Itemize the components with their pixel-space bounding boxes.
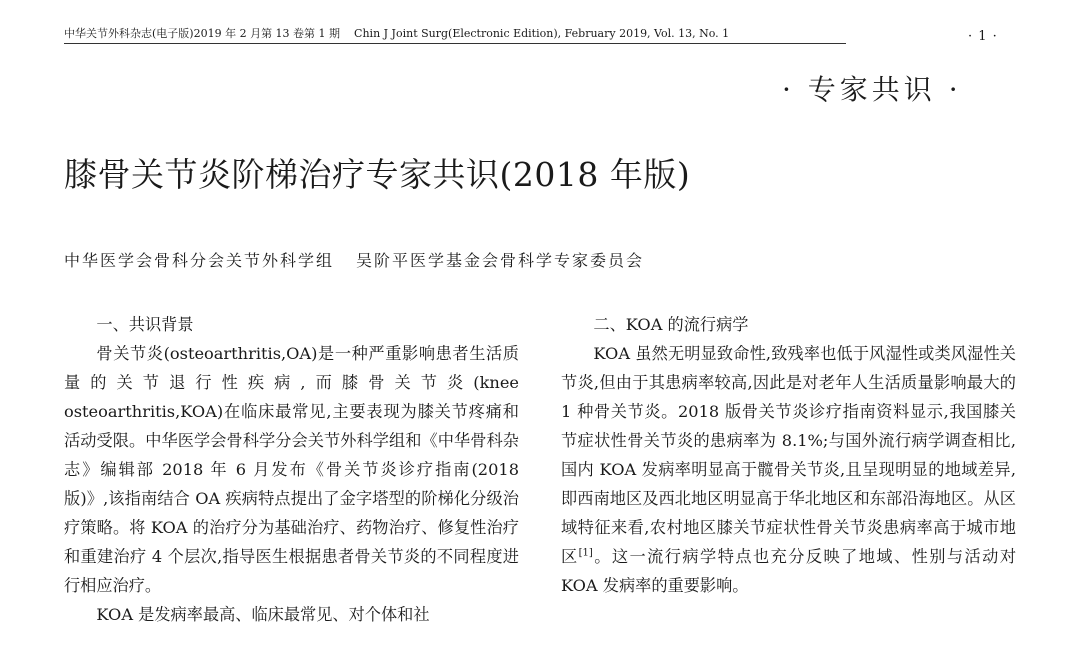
journal-citation-en: Chin J Joint Surg(Electronic Edition), February 2019, Vol. 13, No. 1 <box>354 27 730 40</box>
left-column <box>64 310 519 629</box>
section-heading-epidemiology: 二、KOA 的流行病学 <box>593 315 749 334</box>
paragraph-text-end: 。这一流行病学特点也充分反映了地域、性别与活动对 KOA 发病率的重要影响。 <box>561 547 1017 595</box>
right-column <box>561 310 1016 600</box>
running-header <box>64 27 846 44</box>
author-groups <box>64 249 644 273</box>
paragraph-epidemiology <box>561 339 1016 600</box>
article-title: 膝骨关节炎阶梯治疗专家共识(2018 年版) <box>64 155 691 194</box>
journal-citation-cn: 中华关节外科杂志(电子版)2019 年 2 月第 13 卷第 1 期 <box>64 27 341 40</box>
page-number: · 1 · <box>968 29 998 44</box>
citation-ref[interactable]: [1] <box>578 547 593 559</box>
section-heading-background: 一、共识背景 <box>96 315 194 334</box>
paragraph-background: 骨关节炎(osteoarthritis,OA)是一种严重影响患者生活质量的关节退行性疾病,而膝骨关节炎(knee osteoarthritis,KOA)在临床最常见,主要表现为膝关节疼痛和活动受限。中华医学会骨科学分会关节外科学组和《中华骨科杂志》编辑部 2018 年 6 月发布《骨关节炎诊疗指南(2018 版)》,该指南结合 OA 疾病特点提出了金字塔型的阶梯化分级治疗策略。将 KOA 的治疗分为基础治疗、药物治疗、修复性治疗和重建治疗 4 个层次,指导医生根据患者骨关节炎的不同程度进行相应治疗。 <box>64 344 519 595</box>
section-tag: · 专家共识 · <box>782 73 962 106</box>
author-group-2: 吴阶平医学基金会骨科学专家委员会 <box>356 251 645 270</box>
paragraph-background-2: KOA 是发病率最高、临床最常见、对个体和社 <box>96 605 430 624</box>
author-group-1: 中华医学会骨科分会关节外科学组 <box>64 251 335 270</box>
paragraph-text: KOA 虽然无明显致命性,致残率也低于风湿性或类风湿性关节炎,但由于其患病率较高,因此是对老年人生活质量影响最大的 1 种骨关节炎。2018 版骨关节炎诊疗指南资料显示,我国膝关节症状性骨关节炎的患病率为 8.1%;与国外流行病学调查相比,国内 KOA 发病率明显高于髋骨关节炎,且呈现明显的地域差异,即西南地区及西北地区明显高于华北地区和东部沿海地区。从区域特征来看,农村地区膝关节症状性骨关节炎患病率高于城市地区 <box>561 344 1016 566</box>
